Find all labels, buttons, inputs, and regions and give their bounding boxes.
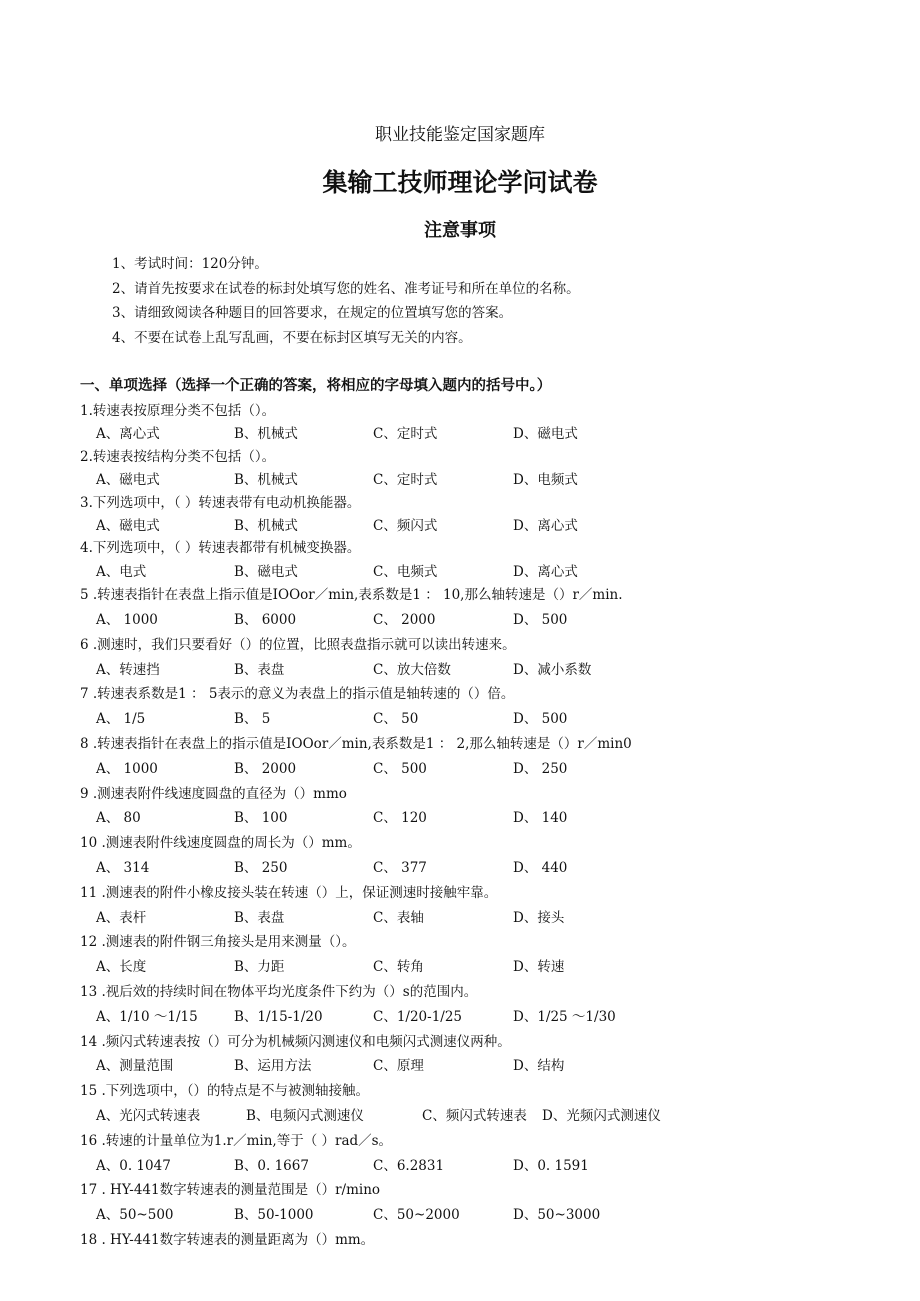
option: C、表轴 [373, 909, 424, 926]
question-text: 12 .测速表的附件钢三角接头是用来测量（）。 [80, 934, 356, 951]
option: A、 1000 [96, 760, 158, 777]
question-text: 15 .下列选项中，（）的特点是不与被测轴接触。 [80, 1083, 370, 1100]
option: C、1/20-1/25 [373, 1008, 463, 1025]
option: A、表杆 [96, 909, 147, 926]
option: A、1/10 ～1/15 [96, 1008, 198, 1025]
option: A、 314 [96, 859, 150, 876]
question-text: 1.转速表按原理分类不包括（）。 [80, 403, 276, 419]
option-row [80, 608, 900, 633]
option: B、 250 [234, 859, 288, 876]
option: B、机械式 [234, 517, 298, 534]
option: B、 5 [234, 711, 271, 728]
option: B、磁电式 [234, 563, 298, 580]
exam-title: 集输工技师理论学问试卷 [322, 168, 598, 197]
option: C、原理 [373, 1058, 424, 1075]
option: C、 500 [373, 760, 427, 777]
option-row [80, 1005, 900, 1030]
option: B、机械式 [234, 472, 298, 489]
option-row [80, 561, 900, 584]
question-text: 5 .转速表指针在表盘上指示值是IOOor／min,表系数是1 ： 10,那么轴转速是（）r／min. [80, 587, 623, 604]
option: B、机械式 [234, 426, 298, 443]
question-text: 17 . HY-441数字转速表的测量范围是（）r/mino [80, 1182, 381, 1199]
option: D、电频式 [513, 472, 578, 489]
option: B、1/15-1/20 [234, 1008, 323, 1025]
option-row [80, 1104, 900, 1129]
option-row [80, 423, 900, 446]
option-row [80, 906, 900, 931]
question-text: 13 .视后效的持续时间在物体平均光度条件下约为（）s的范围内。 [80, 983, 478, 1000]
option-row [80, 469, 900, 492]
notice-item: 1、考试时间：120分钟。 [112, 256, 268, 272]
option: C、 377 [373, 859, 427, 876]
option: A、光闪式转速表 [96, 1107, 201, 1124]
question-text: 14 .频闪式转速表按（）可分为机械频闪测速仪和电频闪式测速仪两种。 [80, 1033, 511, 1050]
option-row [80, 1054, 900, 1079]
option: D、结构 [513, 1058, 565, 1075]
option: D、 440 [513, 859, 568, 876]
option: C、 120 [373, 810, 427, 827]
option: B、 6000 [234, 611, 297, 628]
option: A、电式 [96, 563, 147, 580]
question-text: 16 .转速的计量单位为1.r／min,等于（ ）rad／s。 [80, 1132, 393, 1149]
option: B、 100 [234, 810, 288, 827]
option: D、减小系数 [513, 661, 592, 678]
option: B、表盘 [234, 909, 285, 926]
option: C、 2000 [373, 611, 436, 628]
option: D、0. 1591 [513, 1157, 589, 1174]
option: D、转速 [513, 959, 565, 976]
option-row [80, 515, 900, 538]
option: C、6.2831 [373, 1157, 445, 1174]
option-row [80, 856, 900, 881]
question-text: 7 .转速表系数是1 ： 5表示的意义为表盘上的指示值是轴转速的（）倍。 [80, 686, 515, 703]
option: A、长度 [96, 959, 147, 976]
option: A、0. 1047 [96, 1157, 171, 1174]
option: C、频闪式 [373, 517, 438, 534]
option: C、电频式 [373, 563, 438, 580]
option: D、50~3000 [513, 1207, 601, 1224]
option-row [80, 707, 900, 732]
option: A、磁电式 [96, 472, 160, 489]
option: C、定时式 [373, 472, 438, 489]
question-text: 11 .测速表的附件小橡皮接头装在转速（）上，保证测速时接触牢靠。 [80, 884, 498, 901]
option-row [80, 806, 900, 831]
option-row [80, 658, 900, 683]
option-row [80, 955, 900, 980]
option: D、磁电式 [513, 426, 578, 443]
option: C、转角 [373, 959, 424, 976]
option: A、 1000 [96, 611, 158, 628]
option: D、离心式 [513, 517, 578, 534]
question-text: 9 .测速表附件线速度圆盘的直径为（）mmo [80, 785, 347, 802]
question-text: 4.下列选项中，（ ）转速表都带有机械变换器。 [80, 540, 361, 557]
option: B、 2000 [234, 760, 297, 777]
option: C、频闪式转速表 [422, 1107, 527, 1124]
option: C、定时式 [373, 426, 438, 443]
notice-item: 2、请首先按要求在试卷的标封处填写您的姓名、准考证号和所在单位的名称。 [112, 280, 580, 297]
option: D、接头 [513, 909, 565, 926]
question-text: 10 .测速表附件线速度圆盘的周长为（）mm。 [80, 835, 361, 852]
option: D、 140 [513, 810, 568, 827]
option: A、 1/5 [96, 711, 146, 728]
option: B、电频闪式测速仪 [246, 1107, 364, 1124]
question-text: 6 .测速时，我们只要看好（）的位置，比照表盘指示就可以读出转速来。 [80, 636, 516, 653]
notice-list [112, 252, 580, 350]
option: B、0. 1667 [234, 1157, 309, 1174]
section-heading: 一、单项选择（选择一个正确的答案，将相应的字母填入题内的括号中。） [80, 377, 552, 394]
option: A、转速挡 [96, 661, 160, 678]
question-text: 3.下列选项中，（ ）转速表带有电动机换能器。 [80, 494, 361, 511]
option: D、离心式 [513, 563, 578, 580]
option: A、 80 [96, 810, 141, 827]
option: B、力距 [234, 959, 285, 976]
option: D、光频闪式测速仪 [542, 1107, 661, 1124]
notice-item: 4、不要在试卷上乱写乱画，不要在标封区填写无关的内容。 [112, 329, 472, 346]
option: D、 500 [513, 611, 568, 628]
question-list [80, 400, 900, 1253]
option: C、 50 [373, 711, 419, 728]
question-text: 8 .转速表指针在表盘上的指示值是IOOor／min,表系数是1 ： 2,那么轴转速是（）r／min0 [80, 735, 632, 752]
option-row [80, 1154, 900, 1179]
option: C、放大倍数 [373, 661, 451, 678]
option: A、磁电式 [96, 517, 160, 534]
notice-heading: 注意事项 [424, 220, 496, 241]
option: B、运用方法 [234, 1058, 312, 1075]
question-bank-title: 职业技能鉴定国家题库 [375, 125, 545, 145]
question-text: 2.转速表按结构分类不包括（）。 [80, 448, 276, 465]
option: D、 500 [513, 711, 568, 728]
option: B、50-1000 [234, 1207, 314, 1224]
option-row [80, 1203, 900, 1228]
option: C、50~2000 [373, 1207, 460, 1224]
option: A、离心式 [96, 426, 160, 443]
option: D、1/25 ～1/30 [513, 1008, 616, 1025]
question-text: 18 . HY-441数字转速表的测量距离为（）mm。 [80, 1231, 375, 1248]
option: B、表盘 [234, 661, 285, 678]
notice-item: 3、请细致阅读各种题目的回答要求，在规定的位置填写您的答案。 [112, 305, 513, 321]
option-row [80, 757, 900, 782]
option: D、 250 [513, 760, 568, 777]
option: A、50~500 [96, 1207, 174, 1224]
option: A、测量范围 [96, 1058, 174, 1075]
